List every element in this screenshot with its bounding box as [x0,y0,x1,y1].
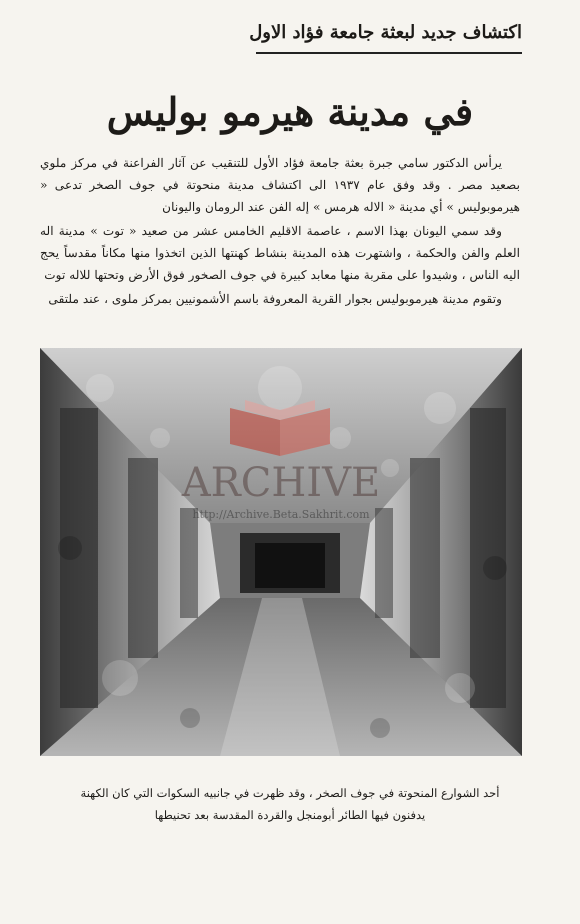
article-body [40,152,520,312]
photo-caption [60,782,520,826]
section-header: اكتشاف جديد لبعثة جامعة فؤاد الاول [249,22,522,43]
watermark-url: http://Archive.Beta.Sakhrit.com [192,508,370,521]
header-rule [256,52,522,54]
caption-line-2: يدفنون فيها الطائر أبومنجل والقردة المقدسة بعد تحنيطها [154,808,426,822]
tunnel-photo-illustration [40,348,522,756]
paragraph-2: وقد سمي اليونان بهذا الاسم ، عاصمة الاقليم الخامس عشر من صعيد « توت » مدينة اله العلم والفن والحكمة ، واشتهرت هذه المدينة بنشاط كهنتها الذين اتخذوا منها مكاناً مقدساً يحج اليه الناس ، وشيدوا على مقربة منها معابد كبيرة في جوف الصخور فوق الأرض وتحتها للاله توت [40,224,520,282]
tunnel-photo [40,348,522,756]
watermark-title: ARCHIVE [181,460,381,506]
paragraph-3: وتقوم مدينة هيرموبوليس بجوار القرية المعروفة باسم الأشمونيين بمركز ملوى ، عند ملتقى [48,292,502,306]
paragraph-1: يرأس الدكتور سامي جبرة بعثة جامعة فؤاد الأول للتنقيب عن آثار الفراعنة في مركز ملوي بصعيد مصر . وقد وفق عام ١٩٣٧ الى اكتشاف مدينة منحوتة في جوف الصخر تدعى « هيرموبوليس » أي مدينة « الاله هرمس » إله الفن عند الرومان واليونان [40,156,521,214]
caption-line-1: أحد الشوارع المنحوتة في جوف الصخر ، وقد ظهرت في جانبيه السكوات التي كان الكهنة [80,786,500,800]
article-title: في مدينة هيرمو بوليس [106,89,474,134]
